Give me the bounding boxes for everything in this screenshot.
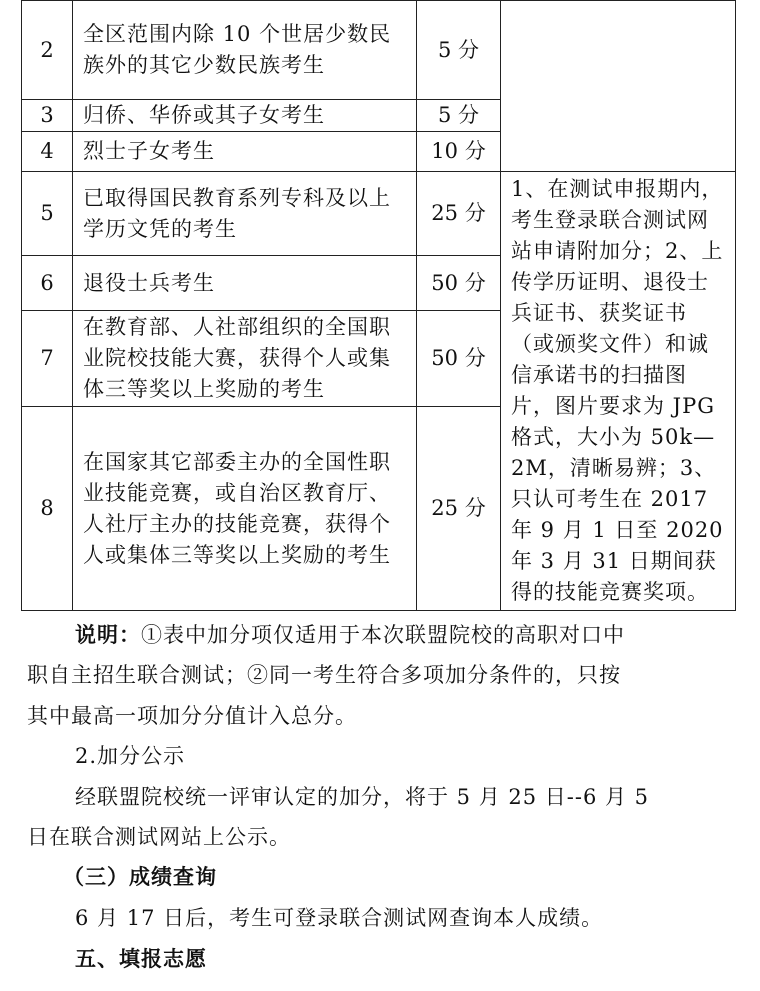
requirements-note-cell: 1、在测试申报期内，考生登录联合测试网站申请附加分；2、上传学历证明、退役士兵证书、获奖证书（或颁奖文件）和诚信承诺书的扫描图片，图片要求为 JPG 格式，大小为 50k—2M，清晰易辨；3、只认可考生在 2017 年 9 月 1 日至 2020 年 3 月 31 日期间获得的技能竞赛奖项。: [501, 172, 736, 611]
row-number: 8: [22, 407, 73, 611]
explanation-part-1: ①表中加分项仅适用于本次联盟院校的高职对口中: [141, 623, 625, 647]
row-description: 归侨、华侨或其子女考生: [73, 100, 417, 132]
row-score: 50 分: [417, 256, 501, 311]
row-score: 5 分: [417, 1, 501, 100]
explanation-label: 说明：: [75, 622, 141, 647]
section2-line-2: 日在联合测试网站上公示。: [27, 825, 291, 849]
section2-heading: 2.加分公示: [75, 744, 186, 768]
explanation-line-2: 职自主招生联合测试；②同一考生符合多项加分条件的，只按: [27, 663, 621, 687]
bonus-points-table: [21, 0, 736, 611]
section3-text: 6 月 17 日后，考生可登录联合测试网查询本人成绩。: [75, 906, 604, 930]
explanation-line-3: 其中最高一项加分分值计入总分。: [27, 704, 357, 728]
row-description: 已取得国民教育系列专科及以上学历文凭的考生: [73, 172, 417, 256]
row-score: 25 分: [417, 407, 501, 611]
section3-heading: （三）成绩查询: [63, 864, 217, 889]
row-number: 4: [22, 132, 73, 172]
row-description: 在教育部、人社部组织的全国职业院校技能大赛，获得个人或集体三等奖以上奖励的考生: [73, 311, 417, 407]
row-number: 2: [22, 1, 73, 100]
row-description: 全区范围内除 10 个世居少数民族外的其它少数民族考生: [73, 1, 417, 100]
section2-line-1: 经联盟院校统一评审认定的加分，将于 5 月 25 日--6 月 5: [75, 785, 650, 809]
row-number: 7: [22, 311, 73, 407]
row-number: 5: [22, 172, 73, 256]
table-row: [22, 172, 736, 256]
section5-heading: 五、填报志愿: [75, 946, 207, 971]
explanation-line-1: [75, 620, 625, 650]
row-score: 25 分: [417, 172, 501, 256]
row-score: 10 分: [417, 132, 501, 172]
row-score: 50 分: [417, 311, 501, 407]
row-description: 退役士兵考生: [73, 256, 417, 311]
row-description: 在国家其它部委主办的全国性职业技能竞赛，或自治区教育厅、人社厅主办的技能竞赛，获得个人或集体三等奖以上奖励的考生: [73, 407, 417, 611]
row-number: 6: [22, 256, 73, 311]
row-score: 5 分: [417, 100, 501, 132]
empty-note-cell: [501, 1, 736, 172]
table-row: [22, 1, 736, 100]
row-description: 烈士子女考生: [73, 132, 417, 172]
row-number: 3: [22, 100, 73, 132]
